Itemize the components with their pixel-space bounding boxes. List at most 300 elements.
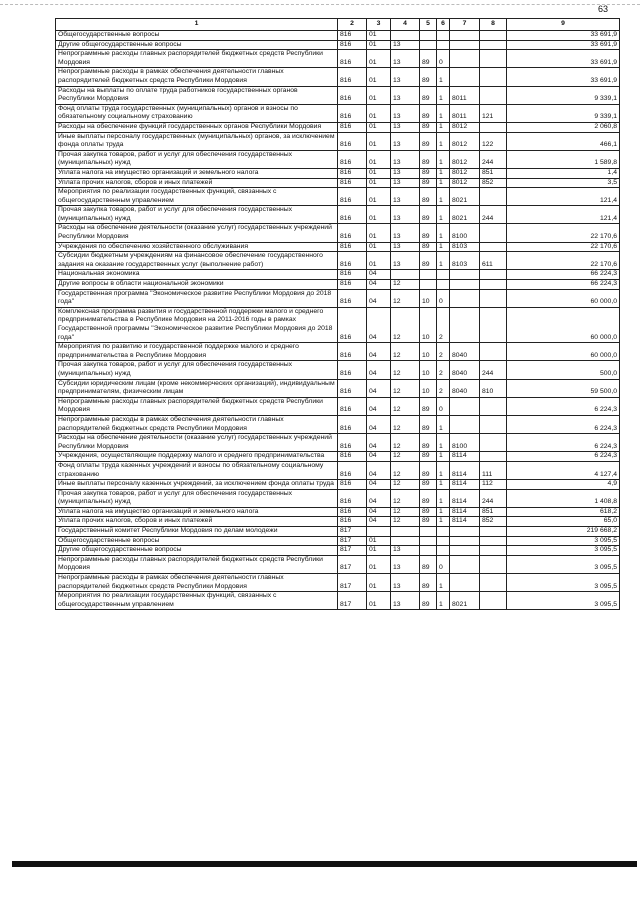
expense-type-cell: 244	[480, 489, 507, 507]
admin-code-cell: 816	[338, 242, 367, 252]
admin-code-cell: 816	[338, 252, 367, 270]
expense-type-cell	[480, 555, 507, 573]
target-code-cell: 8100	[450, 434, 480, 452]
subprogram-cell: 1	[437, 168, 450, 178]
section-cell: 01	[367, 122, 391, 132]
row-name-cell: Уплата налога на имущество организаций и земельного налога	[56, 507, 338, 517]
admin-code-cell: 816	[338, 517, 367, 527]
section-cell: 01	[367, 104, 391, 122]
expense-type-cell	[480, 40, 507, 50]
expense-type-cell	[480, 415, 507, 433]
target-code-cell	[450, 280, 480, 290]
amount-cell: 219 668,2	[507, 527, 620, 537]
program-cell: 10	[420, 289, 437, 307]
section-cell: 01	[367, 31, 391, 41]
amount-cell: 2 060,8	[507, 122, 620, 132]
row-name-cell: Прочая закупка товаров, работ и услуг для обеспечения государственных (муниципальных) нужд	[56, 150, 338, 168]
subprogram-cell: 2	[437, 379, 450, 397]
program-cell: 89	[420, 517, 437, 527]
subprogram-cell: 1	[437, 480, 450, 490]
amount-cell: 3,5	[507, 178, 620, 188]
row-name-cell: Непрограммные расходы главных распорядителей бюджетных средств Республики Мордовия	[56, 555, 338, 573]
expense-type-cell	[480, 289, 507, 307]
amount-cell: 66 224,3	[507, 270, 620, 280]
expense-type-cell	[480, 242, 507, 252]
table-row	[56, 280, 620, 290]
subsection-cell: 13	[391, 40, 420, 50]
program-cell: 89	[420, 461, 437, 479]
target-code-cell: 8021	[450, 592, 480, 610]
section-cell: 01	[367, 40, 391, 50]
admin-code-cell: 817	[338, 574, 367, 592]
header-cell: 8	[480, 19, 507, 31]
target-code-cell	[450, 68, 480, 86]
row-name-cell: Расходы на обеспечение деятельности (оказание услуг) государственных учреждений Республики Мордовия	[56, 434, 338, 452]
expense-type-cell: 244	[480, 361, 507, 379]
amount-cell: 9 339,1	[507, 104, 620, 122]
expense-type-cell	[480, 546, 507, 556]
target-code-cell	[450, 270, 480, 280]
section-cell: 04	[367, 434, 391, 452]
admin-code-cell: 816	[338, 122, 367, 132]
subsection-cell: 12	[391, 452, 420, 462]
subprogram-cell	[437, 280, 450, 290]
program-cell: 89	[420, 68, 437, 86]
subsection-cell: 13	[391, 188, 420, 206]
subprogram-cell: 1	[437, 86, 450, 104]
section-cell: 04	[367, 397, 391, 415]
amount-cell: 6 224,3	[507, 397, 620, 415]
table-row	[56, 242, 620, 252]
program-cell: 10	[420, 343, 437, 361]
section-cell: 04	[367, 461, 391, 479]
table-row	[56, 150, 620, 168]
target-code-cell: 8114	[450, 489, 480, 507]
header-cell: 3	[367, 19, 391, 31]
expense-type-cell: 810	[480, 379, 507, 397]
target-code-cell: 8040	[450, 379, 480, 397]
table-row	[56, 132, 620, 150]
table-row	[56, 527, 620, 537]
subprogram-cell: 1	[437, 224, 450, 242]
admin-code-cell: 816	[338, 343, 367, 361]
program-cell: 89	[420, 452, 437, 462]
program-cell: 89	[420, 206, 437, 224]
row-name-cell: Мероприятия по реализации государственных функций, связанных с общегосударственным управлением	[56, 592, 338, 610]
row-name-cell: Иные выплаты персоналу государственных (муниципальных) органов, за исключением фонда оплаты труда	[56, 132, 338, 150]
subsection-cell	[391, 536, 420, 546]
section-cell: 01	[367, 546, 391, 556]
header-cell: 7	[450, 19, 480, 31]
section-cell: 01	[367, 178, 391, 188]
expense-type-cell	[480, 188, 507, 206]
program-cell: 89	[420, 50, 437, 68]
target-code-cell	[450, 31, 480, 41]
expense-type-cell	[480, 307, 507, 342]
admin-code-cell: 816	[338, 434, 367, 452]
target-code-cell	[450, 555, 480, 573]
target-code-cell: 8103	[450, 252, 480, 270]
program-cell: 89	[420, 178, 437, 188]
subprogram-cell: 1	[437, 68, 450, 86]
row-name-cell: Иные выплаты персоналу казенных учреждений, за исключением фонда оплаты труда	[56, 480, 338, 490]
table-row	[56, 252, 620, 270]
table-row	[56, 122, 620, 132]
target-code-cell: 8114	[450, 517, 480, 527]
section-cell: 01	[367, 555, 391, 573]
subsection-cell: 12	[391, 489, 420, 507]
target-code-cell	[450, 527, 480, 537]
table-row	[56, 178, 620, 188]
subprogram-cell: 1	[437, 574, 450, 592]
section-cell: 01	[367, 168, 391, 178]
row-name-cell: Общегосударственные вопросы	[56, 31, 338, 41]
table-row	[56, 68, 620, 86]
program-cell	[420, 40, 437, 50]
target-code-cell: 8011	[450, 86, 480, 104]
subprogram-cell	[437, 270, 450, 280]
target-code-cell: 8114	[450, 461, 480, 479]
program-cell	[420, 270, 437, 280]
admin-code-cell: 816	[338, 31, 367, 41]
amount-cell: 4,9	[507, 480, 620, 490]
program-cell	[420, 527, 437, 537]
admin-code-cell: 816	[338, 461, 367, 479]
admin-code-cell: 816	[338, 379, 367, 397]
subprogram-cell: 2	[437, 307, 450, 342]
subprogram-cell: 1	[437, 132, 450, 150]
table-body	[56, 31, 620, 610]
table-row	[56, 415, 620, 433]
subsection-cell: 12	[391, 397, 420, 415]
section-cell: 01	[367, 150, 391, 168]
subsection-cell	[391, 527, 420, 537]
row-name-cell: Прочая закупка товаров, работ и услуг для обеспечения государственных (муниципальных) нужд	[56, 361, 338, 379]
expense-type-cell: 112	[480, 480, 507, 490]
subsection-cell: 12	[391, 461, 420, 479]
table-row	[56, 489, 620, 507]
subprogram-cell: 0	[437, 50, 450, 68]
table-row	[56, 517, 620, 527]
row-name-cell: Другие вопросы в области национальной экономики	[56, 280, 338, 290]
table-row	[56, 397, 620, 415]
subsection-cell: 13	[391, 178, 420, 188]
program-cell	[420, 31, 437, 41]
expense-type-cell	[480, 527, 507, 537]
subsection-cell: 13	[391, 168, 420, 178]
row-name-cell: Государственная программа "Экономическое развитие Республики Мордовия до 2018 года"	[56, 289, 338, 307]
amount-cell: 60 000,0	[507, 307, 620, 342]
section-cell: 01	[367, 536, 391, 546]
amount-cell: 22 170,6	[507, 242, 620, 252]
program-cell: 10	[420, 307, 437, 342]
subsection-cell: 13	[391, 86, 420, 104]
target-code-cell: 8040	[450, 361, 480, 379]
target-code-cell: 8114	[450, 480, 480, 490]
row-name-cell: Национальная экономика	[56, 270, 338, 280]
expense-type-cell	[480, 536, 507, 546]
expense-type-cell: 122	[480, 132, 507, 150]
target-code-cell: 8040	[450, 343, 480, 361]
row-name-cell: Комплексная программа развития и государственной поддержки малого и среднего предпринимательства в Республике Мордовия на 2011-2016 годы в рамках Государственной программы "Экономическое развитие Республики Мордовия до 2018 года"	[56, 307, 338, 342]
subprogram-cell: 1	[437, 592, 450, 610]
expense-type-cell	[480, 452, 507, 462]
admin-code-cell: 816	[338, 289, 367, 307]
section-cell: 01	[367, 242, 391, 252]
amount-cell: 121,4	[507, 188, 620, 206]
row-name-cell: Фонд оплаты труда казенных учреждений и взносы по обязательному социальному страхованию	[56, 461, 338, 479]
table-row	[56, 434, 620, 452]
row-name-cell: Учреждения по обеспечению хозяйственного обслуживания	[56, 242, 338, 252]
subsection-cell	[391, 31, 420, 41]
row-name-cell: Мероприятия по развитию и государственной поддержке малого и среднего предпринимательства в Республике Мордовия	[56, 343, 338, 361]
subsection-cell: 12	[391, 434, 420, 452]
expense-type-cell: 111	[480, 461, 507, 479]
program-cell: 89	[420, 252, 437, 270]
admin-code-cell: 816	[338, 307, 367, 342]
row-name-cell: Фонд оплаты труда государственных (муниципальных) органов и взносы по обязательному социальному страхованию	[56, 104, 338, 122]
amount-cell: 121,4	[507, 206, 620, 224]
amount-cell: 3 095,5	[507, 555, 620, 573]
admin-code-cell: 816	[338, 150, 367, 168]
expense-type-cell	[480, 343, 507, 361]
target-code-cell	[450, 289, 480, 307]
section-cell: 01	[367, 206, 391, 224]
admin-code-cell: 816	[338, 104, 367, 122]
section-cell: 01	[367, 574, 391, 592]
target-code-cell: 8012	[450, 150, 480, 168]
table-row	[56, 224, 620, 242]
program-cell: 89	[420, 397, 437, 415]
expense-type-cell: 611	[480, 252, 507, 270]
expense-type-cell	[480, 50, 507, 68]
page-number: 63	[598, 4, 609, 14]
amount-cell: 33 691,9	[507, 40, 620, 50]
subprogram-cell: 1	[437, 150, 450, 168]
program-cell: 89	[420, 592, 437, 610]
table-row	[56, 379, 620, 397]
admin-code-cell: 816	[338, 480, 367, 490]
program-cell: 89	[420, 188, 437, 206]
subprogram-cell: 1	[437, 489, 450, 507]
section-cell: 04	[367, 507, 391, 517]
target-code-cell: 8011	[450, 104, 480, 122]
subprogram-cell: 1	[437, 434, 450, 452]
target-code-cell: 8114	[450, 507, 480, 517]
table-row	[56, 206, 620, 224]
table-row	[56, 507, 620, 517]
program-cell: 89	[420, 86, 437, 104]
row-name-cell: Прочая закупка товаров, работ и услуг для обеспечения государственных (муниципальных) нужд	[56, 206, 338, 224]
section-cell: 04	[367, 517, 391, 527]
amount-cell: 500,0	[507, 361, 620, 379]
admin-code-cell: 817	[338, 536, 367, 546]
program-cell	[420, 546, 437, 556]
scan-bottom-edge	[12, 861, 637, 867]
table-row	[56, 555, 620, 573]
table-row	[56, 40, 620, 50]
program-cell	[420, 536, 437, 546]
subprogram-cell	[437, 536, 450, 546]
row-name-cell: Другие общегосударственные вопросы	[56, 40, 338, 50]
target-code-cell: 8012	[450, 178, 480, 188]
subprogram-cell	[437, 31, 450, 41]
amount-cell: 618,2	[507, 507, 620, 517]
section-cell: 04	[367, 343, 391, 361]
section-cell: 01	[367, 592, 391, 610]
admin-code-cell: 817	[338, 555, 367, 573]
target-code-cell	[450, 50, 480, 68]
row-name-cell: Мероприятия по реализации государственных функций, связанных с общегосударственным управлением	[56, 188, 338, 206]
section-cell: 04	[367, 289, 391, 307]
program-cell	[420, 280, 437, 290]
amount-cell: 6 224,3	[507, 452, 620, 462]
subprogram-cell: 2	[437, 343, 450, 361]
table-row	[56, 86, 620, 104]
subsection-cell: 12	[391, 343, 420, 361]
admin-code-cell: 817	[338, 546, 367, 556]
program-cell: 89	[420, 150, 437, 168]
section-cell: 04	[367, 452, 391, 462]
admin-code-cell: 816	[338, 68, 367, 86]
header-cell: 9	[507, 19, 620, 31]
row-name-cell: Уплата налога на имущество организаций и земельного налога	[56, 168, 338, 178]
subprogram-cell: 0	[437, 555, 450, 573]
admin-code-cell: 816	[338, 489, 367, 507]
target-code-cell	[450, 574, 480, 592]
target-code-cell	[450, 307, 480, 342]
table-row	[56, 480, 620, 490]
table-row	[56, 536, 620, 546]
expense-type-cell	[480, 280, 507, 290]
admin-code-cell: 816	[338, 452, 367, 462]
target-code-cell: 8100	[450, 224, 480, 242]
subprogram-cell: 1	[437, 178, 450, 188]
admin-code-cell: 816	[338, 132, 367, 150]
table-row	[56, 452, 620, 462]
target-code-cell: 8103	[450, 242, 480, 252]
subsection-cell: 13	[391, 574, 420, 592]
admin-code-cell: 816	[338, 86, 367, 104]
admin-code-cell: 816	[338, 168, 367, 178]
budget-table	[55, 18, 620, 610]
amount-cell: 3 095,5	[507, 592, 620, 610]
row-name-cell: Общегосударственные вопросы	[56, 536, 338, 546]
expense-type-cell: 851	[480, 168, 507, 178]
program-cell: 89	[420, 122, 437, 132]
program-cell: 89	[420, 434, 437, 452]
subprogram-cell	[437, 527, 450, 537]
amount-cell: 33 691,9	[507, 31, 620, 41]
subprogram-cell: 0	[437, 397, 450, 415]
amount-cell: 3 095,5	[507, 536, 620, 546]
target-code-cell	[450, 546, 480, 556]
admin-code-cell: 816	[338, 507, 367, 517]
admin-code-cell: 816	[338, 188, 367, 206]
subsection-cell: 13	[391, 122, 420, 132]
admin-code-cell: 816	[338, 50, 367, 68]
admin-code-cell: 816	[338, 270, 367, 280]
admin-code-cell: 816	[338, 361, 367, 379]
subsection-cell: 12	[391, 517, 420, 527]
subsection-cell: 12	[391, 307, 420, 342]
admin-code-cell: 817	[338, 592, 367, 610]
subsection-cell: 12	[391, 379, 420, 397]
subsection-cell: 13	[391, 50, 420, 68]
table-row	[56, 31, 620, 41]
table-row	[56, 168, 620, 178]
target-code-cell	[450, 536, 480, 546]
section-cell	[367, 527, 391, 537]
table-header-row	[56, 19, 620, 31]
row-name-cell: Непрограммные расходы главных распорядителей бюджетных средств Республики Мордовия	[56, 50, 338, 68]
row-name-cell: Расходы на обеспечение деятельности (оказание услуг) государственных учреждений Республики Мордовия	[56, 224, 338, 242]
subsection-cell: 13	[391, 132, 420, 150]
header-cell: 4	[391, 19, 420, 31]
amount-cell: 66 224,3	[507, 280, 620, 290]
amount-cell: 6 224,3	[507, 434, 620, 452]
amount-cell: 22 170,6	[507, 252, 620, 270]
subprogram-cell: 2	[437, 361, 450, 379]
section-cell: 04	[367, 489, 391, 507]
row-name-cell: Учреждения, осуществляющие поддержку малого и среднего предпринимательства	[56, 452, 338, 462]
program-cell: 89	[420, 168, 437, 178]
section-cell: 04	[367, 415, 391, 433]
expense-type-cell	[480, 592, 507, 610]
table-row	[56, 546, 620, 556]
subprogram-cell: 1	[437, 452, 450, 462]
subprogram-cell	[437, 40, 450, 50]
section-cell: 04	[367, 361, 391, 379]
expense-type-cell: 852	[480, 178, 507, 188]
target-code-cell	[450, 415, 480, 433]
program-cell: 89	[420, 415, 437, 433]
amount-cell: 1,4	[507, 168, 620, 178]
section-cell: 01	[367, 188, 391, 206]
section-cell: 04	[367, 480, 391, 490]
program-cell: 89	[420, 480, 437, 490]
program-cell: 10	[420, 361, 437, 379]
row-name-cell: Уплата прочих налогов, сборов и иных платежей	[56, 517, 338, 527]
subprogram-cell: 1	[437, 104, 450, 122]
amount-cell: 60 000,0	[507, 289, 620, 307]
subsection-cell: 13	[391, 68, 420, 86]
subsection-cell: 13	[391, 555, 420, 573]
table-row	[56, 188, 620, 206]
subsection-cell: 12	[391, 361, 420, 379]
header-cell: 6	[437, 19, 450, 31]
section-cell: 04	[367, 270, 391, 280]
header-cell: 5	[420, 19, 437, 31]
target-code-cell: 8012	[450, 122, 480, 132]
table-row	[56, 270, 620, 280]
expense-type-cell	[480, 68, 507, 86]
amount-cell: 33 691,9	[507, 50, 620, 68]
row-name-cell: Непрограммные расходы в рамках обеспечения деятельности главных распорядителей бюджетных средств Республики Мордовия	[56, 574, 338, 592]
row-name-cell: Непрограммные расходы в рамках обеспечения деятельности главных распорядителей бюджетных средств Республики Мордовия	[56, 415, 338, 433]
subsection-cell: 12	[391, 280, 420, 290]
table-row	[56, 289, 620, 307]
subsection-cell: 12	[391, 480, 420, 490]
admin-code-cell: 816	[338, 280, 367, 290]
expense-type-cell: 852	[480, 517, 507, 527]
row-name-cell: Субсидии юридическим лицам (кроме некоммерческих организаций), индивидуальным предпринимателям, физическим лицам	[56, 379, 338, 397]
scan-top-edge	[0, 4, 640, 5]
row-name-cell: Расходы на обеспечение функций государственных органов Республики Мордовия	[56, 122, 338, 132]
subsection-cell: 12	[391, 507, 420, 517]
program-cell: 89	[420, 574, 437, 592]
subprogram-cell	[437, 546, 450, 556]
